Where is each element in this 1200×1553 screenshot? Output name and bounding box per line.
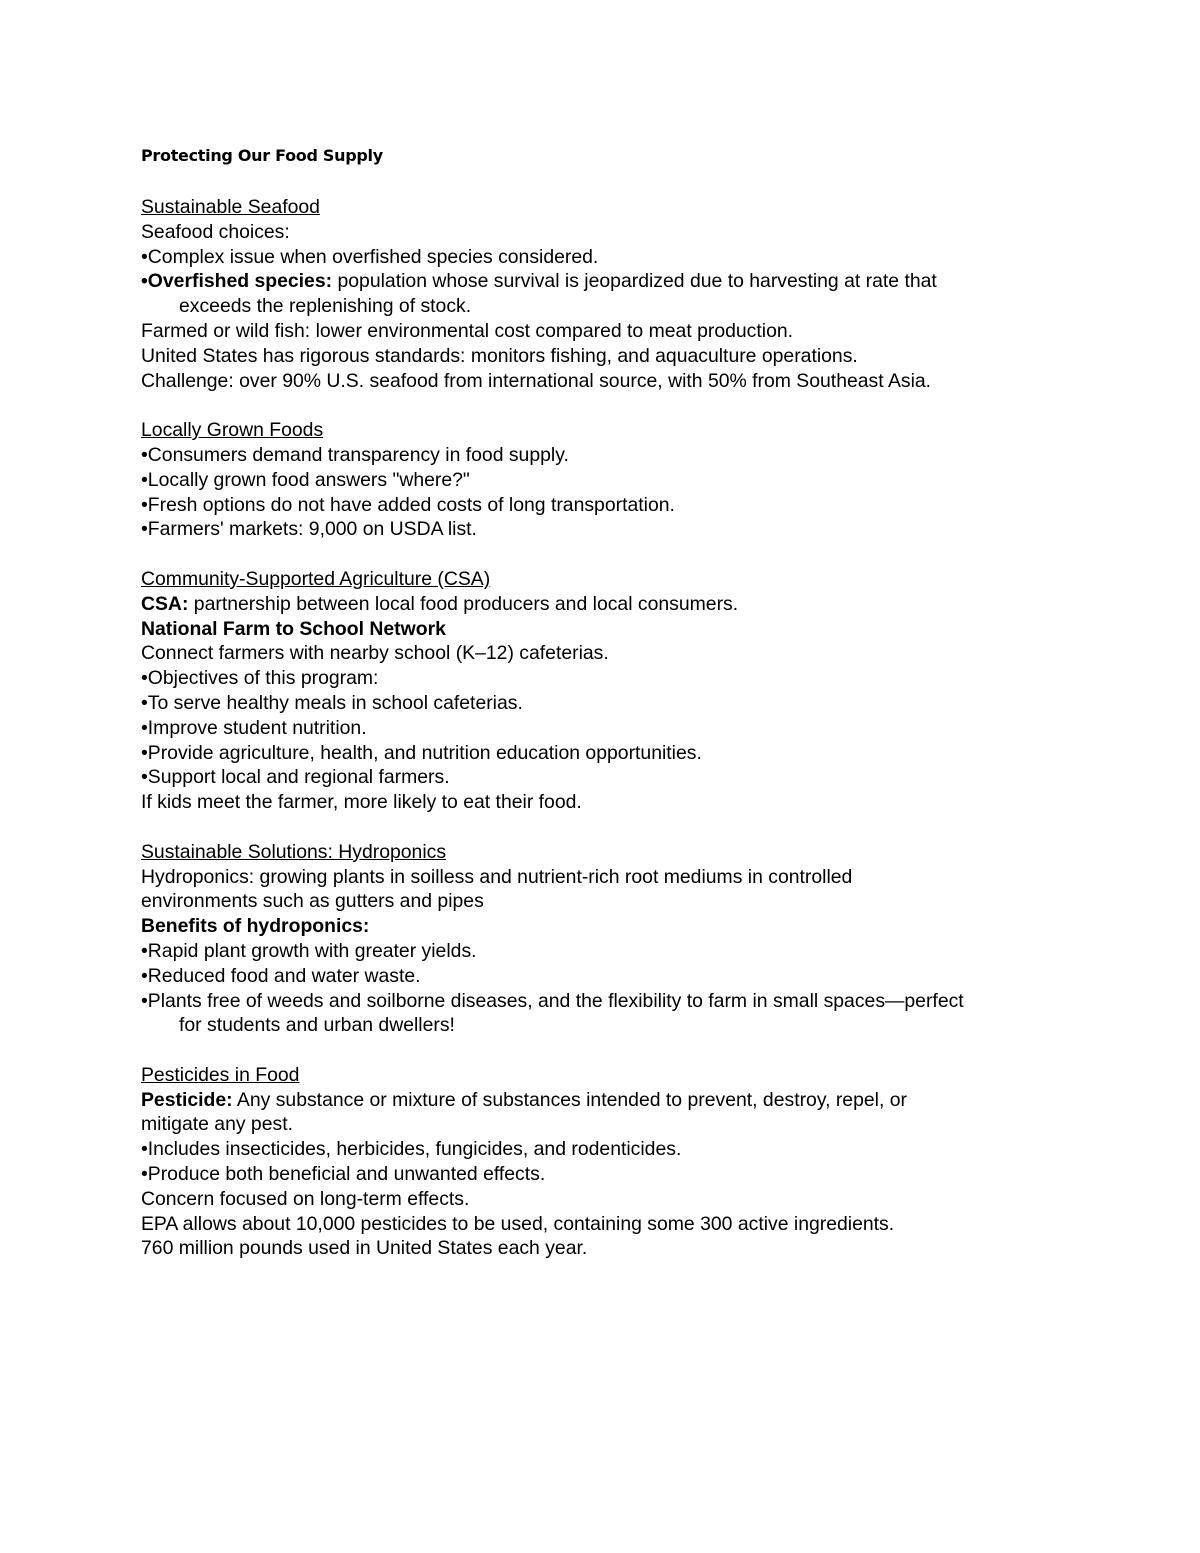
bullet-item: •Rapid plant growth with greater yields. bbox=[141, 939, 477, 962]
section-locally-grown-foods bbox=[141, 418, 1101, 542]
text-line: Farmed or wild fish: lower environmental cost compared to meat production. bbox=[141, 319, 794, 342]
text-line: mitigate any pest. bbox=[141, 1113, 293, 1136]
text-line: Connect farmers with nearby school (K–12) cafeterias. bbox=[141, 642, 609, 665]
section-heading: Sustainable Seafood bbox=[141, 196, 320, 218]
bullet-item: •Fresh options do not have added costs of long transportation. bbox=[141, 493, 675, 516]
csa-definition-line bbox=[141, 592, 1101, 617]
bullet-item: •Produce both beneficial and unwanted effects. bbox=[141, 1163, 546, 1186]
text-line: If kids meet the farmer, more likely to eat their food. bbox=[141, 791, 582, 814]
continuation-line: exceeds the replenishing of stock. bbox=[179, 295, 472, 318]
spacer bbox=[141, 1038, 1101, 1063]
text-line: Concern focused on long-term effects. bbox=[141, 1187, 470, 1210]
bullet-item: •Objectives of this program: bbox=[141, 667, 379, 690]
section-heading: Sustainable Solutions: Hydroponics bbox=[141, 840, 447, 863]
bullet-item: •Consumers demand transparency in food supply. bbox=[141, 443, 569, 466]
document-title: Protecting Our Food Supply bbox=[141, 146, 383, 165]
term-definition: population whose survival is jeopardized due to harvesting at rate that bbox=[332, 270, 937, 293]
text-line: EPA allows about 10,000 pesticides to be used, containing some 300 active ingredients. bbox=[141, 1212, 895, 1235]
spacer bbox=[141, 815, 1101, 840]
section-pesticides bbox=[141, 1063, 1101, 1261]
bullet-item: •Improve student nutrition. bbox=[141, 716, 367, 739]
section-heading: Pesticides in Food bbox=[141, 1063, 300, 1086]
bullet-item: •Reduced food and water waste. bbox=[141, 964, 421, 987]
bullet-item: •Farmers' markets: 9,000 on USDA list. bbox=[141, 518, 477, 541]
term-definition: Any substance or mixture of substances intended to prevent, destroy, repel, or bbox=[232, 1088, 907, 1111]
bullet-item: •Plants free of weeds and soilborne diseases, and the flexibility to farm in small spaces—perfect bbox=[141, 989, 964, 1012]
text-line: environments such as gutters and pipes bbox=[141, 890, 484, 913]
bullet-item-overfished bbox=[141, 269, 1101, 294]
section-csa bbox=[141, 567, 1101, 815]
spacer bbox=[141, 542, 1101, 567]
section-hydroponics bbox=[141, 840, 1101, 1038]
spacer bbox=[141, 393, 1101, 418]
subsection-title: National Farm to School Network bbox=[141, 617, 446, 640]
text-line: Seafood choices: bbox=[141, 220, 290, 243]
text-line: United States has rigorous standards: monitors fishing, and aquaculture operations. bbox=[141, 344, 858, 367]
text-line: 760 million pounds used in United States each year. bbox=[141, 1237, 588, 1260]
term-label: •Overfished species: bbox=[141, 270, 333, 293]
bullet-item: •To serve healthy meals in school cafeterias. bbox=[141, 691, 523, 714]
subsection-title: Benefits of hydroponics: bbox=[141, 915, 370, 938]
bullet-item: •Support local and regional farmers. bbox=[141, 766, 450, 789]
continuation-line: for students and urban dwellers! bbox=[179, 1014, 455, 1037]
bullet-item: •Provide agriculture, health, and nutrition education opportunities. bbox=[141, 741, 702, 764]
section-heading: Locally Grown Foods bbox=[141, 419, 324, 442]
document-page bbox=[141, 141, 1101, 1261]
text-line: Hydroponics: growing plants in soilless and nutrient-rich root mediums in controlled bbox=[141, 865, 853, 888]
bullet-item: •Locally grown food answers "where?" bbox=[141, 468, 470, 491]
term-label: Pesticide: bbox=[141, 1088, 233, 1111]
term-label: CSA: bbox=[141, 592, 189, 615]
term-definition: partnership between local food producers and local consumers. bbox=[188, 592, 739, 615]
pesticide-definition-line bbox=[141, 1088, 1101, 1113]
section-heading: Community-Supported Agriculture (CSA) bbox=[141, 567, 491, 590]
section-sustainable-seafood bbox=[141, 195, 1101, 393]
text-line: Challenge: over 90% U.S. seafood from international source, with 50% from Southeast Asia. bbox=[141, 369, 932, 392]
bullet-item: •Complex issue when overfished species considered. bbox=[141, 245, 599, 268]
bullet-item: •Includes insecticides, herbicides, fungicides, and rodenticides. bbox=[141, 1138, 682, 1161]
